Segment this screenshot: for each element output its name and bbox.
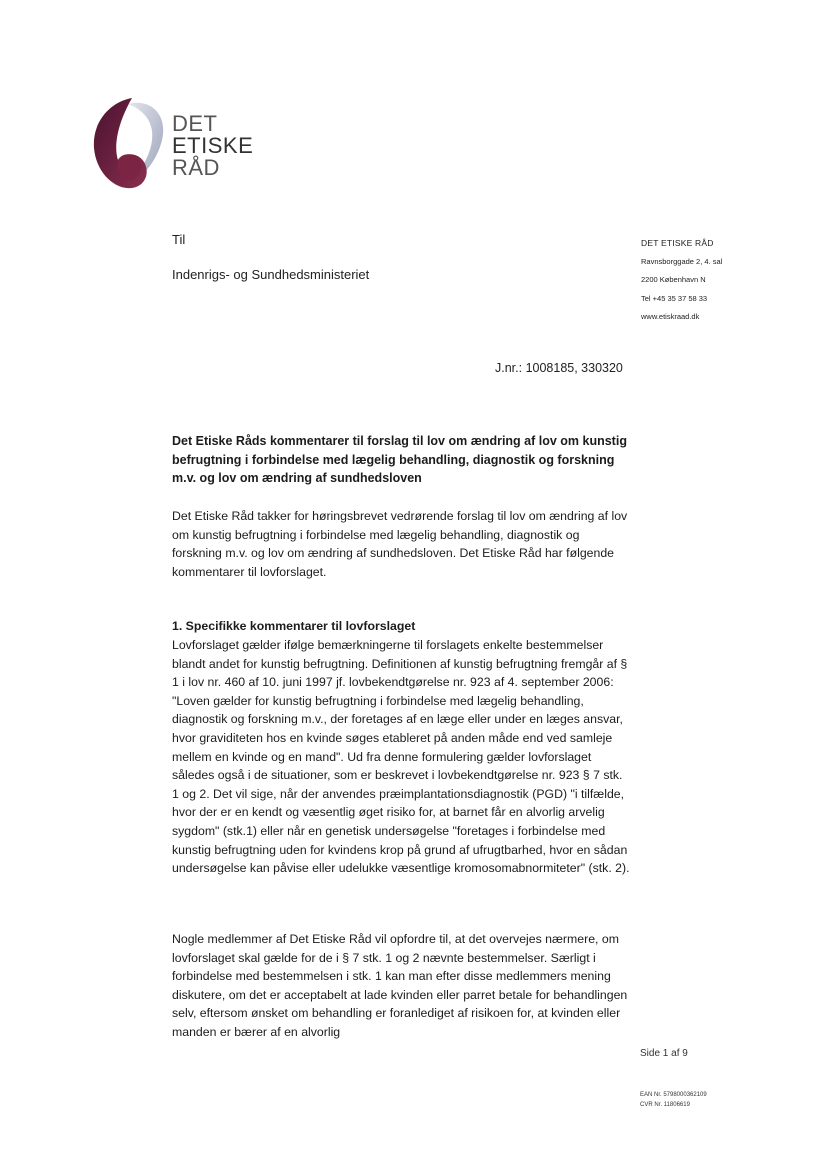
ean-number: EAN Nr. 5798000362109 — [640, 1092, 707, 1098]
sender-address-block — [641, 234, 722, 327]
sender-phone: Tel +45 35 37 58 33 — [641, 293, 708, 303]
section-1-body: Lovforslaget gælder ifølge bemærkningerne til forslagets enkelte bestemmelser blandt andet for kunstig befrugtning. Definitionen af kunstig befrugtning fremgår af § 1 i lov nr. 460 af 10. juni 1997 jf. lovbekendtgørelse nr. 923 af 4. september 2006: "Loven gælder for kunstig befrugtning i forbindelse med lægelig behandling, diagnostik og forskning m.v., der foretages af en læge eller under en læges ansvar, hvor graviditeten hos en kvinde søges etableret på anden måde end ved samleje mellem en kvinde og en mand". Ud fra denne formulering gælder lovforslaget således også i de situationer, som er beskrevet i lovbekendtgørelse nr. 923 § 7 stk. 1 og 2. Det vil sige, når der anvendes præimplantationsdiagnostik (PGD) "i tilfælde, hvor der er en kendt og væsentlig øget risiko for, at barnet får en alvorlig arvelig sygdom" (stk.1) eller når en genetisk undersøgelse "foretages i forbindelse med kunstig befrugtning uden for kvindens krop på grund af ufrugtbarhed, hvor en sådan undersøgelse kan påvise eller udelukke væsentlige kromosomabnormiteter" (stk. 2). — [172, 638, 630, 876]
section-1-heading: 1. Specifikke kommentarer til lovforslaget — [172, 619, 416, 633]
logo-line-raad: RÅD — [172, 155, 220, 180]
logo-line-det: DET — [172, 111, 218, 136]
logo-line-etiske: ETISKE — [172, 133, 254, 158]
cvr-number: CVR Nr. 11806619 — [640, 1102, 690, 1108]
logo-mark — [88, 96, 170, 194]
registration-numbers — [640, 1090, 707, 1110]
journal-number: J.nr.: 1008185, 330320 — [495, 361, 623, 375]
recipient-name: Indenrigs- og Sundhedsministeriet — [172, 267, 370, 282]
document-title: Det Etiske Råds kommentarer til forslag til lov om ændring af lov om kunstig befrugtning i forbindelse med lægelig behandling, diagnostik og forskning m.v. og lov om ændring af sundhedsloven — [172, 434, 627, 486]
logo-text — [172, 113, 253, 179]
page-number: Side 1 af 9 — [640, 1048, 688, 1059]
paragraph-2: Nogle medlemmer af Det Etiske Råd vil opfordre til, at det overvejes nærmere, om lovforslaget skal gælde for de i § 7 stk. 1 og 2 nævnte bestemmelser. Særligt i forbindelse med bestemmelsen i stk. 1 kan man efter disse medlemmers mening diskutere, om det er acceptabelt at lade kvinden eller parret betale for behandlingen selv, eftersom ønsket om behandling er foranlediget af risikoen for, at kvinden eller manden er bærer af en alvorlig — [172, 932, 628, 1039]
det-etiske-raad-logo-icon — [88, 96, 170, 194]
intro-paragraph: Det Etiske Råd takker for høringsbrevet vedrørende forslag til lov om ændring af lov om kunstig befrugtning i forbindelse med lægelig behandling, diagnostik og forskning m.v. og lov om ændring af sundhedsloven. Det Etiske Råd har følgende kommentarer til lovforslaget. — [172, 509, 628, 579]
sender-city: 2200 København N — [641, 275, 706, 284]
recipient-to: Til — [172, 232, 186, 247]
sender-street: Ravnsborggade 2, 4. sal — [641, 256, 723, 266]
sender-org: DET ETISKE RÅD — [641, 238, 714, 248]
sender-web: www.etiskraad.dk — [641, 312, 700, 321]
